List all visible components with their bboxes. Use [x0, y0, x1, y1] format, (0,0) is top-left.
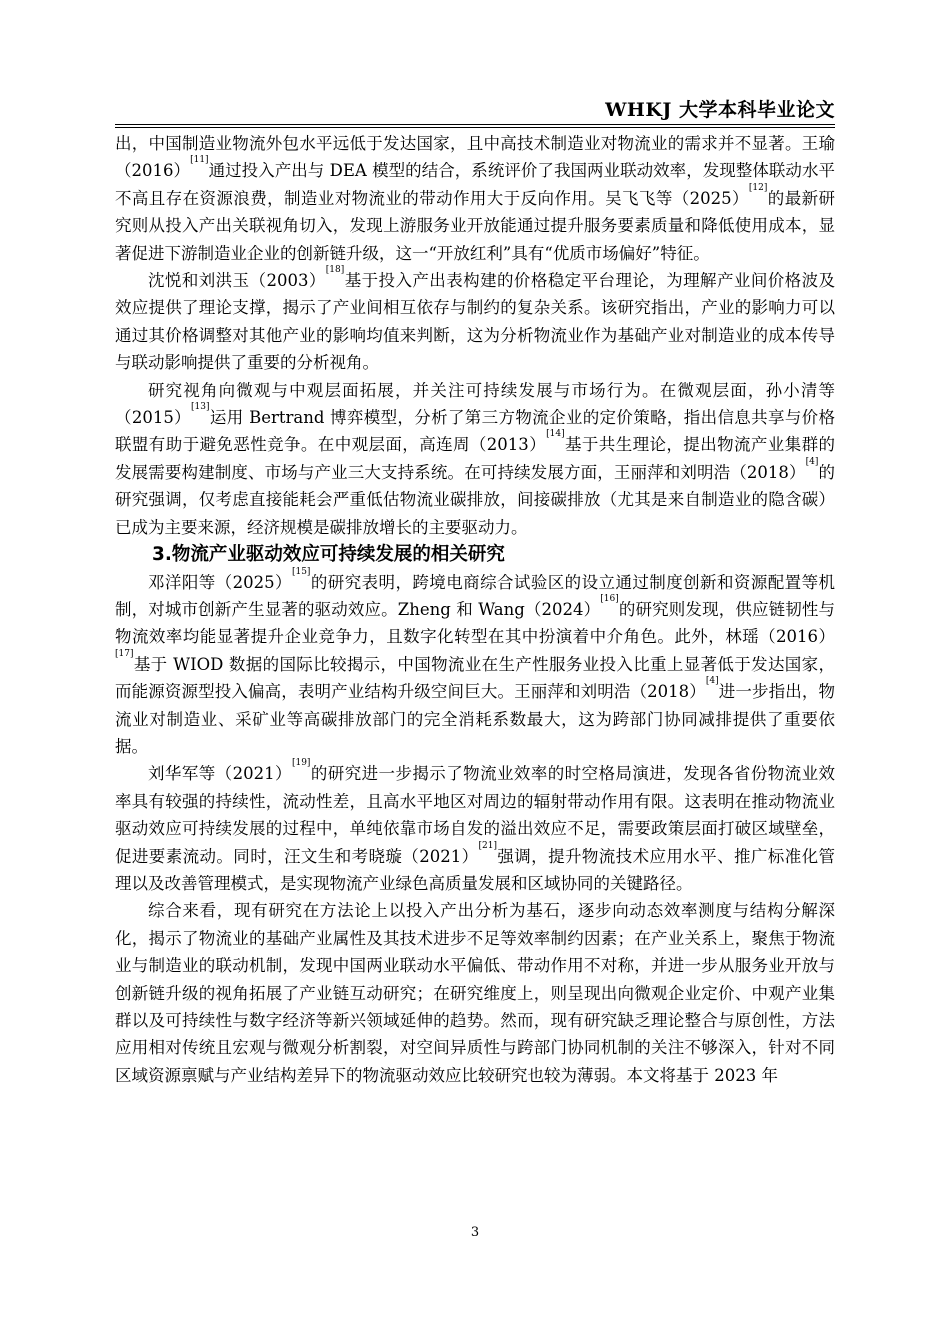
text-run: 基于 WIOD 数据的国际比较揭示，中国物流业在生产性服务业投入比重上显著低于发达国家，而能源资源型投入偏高，表明产业结构升级空间巨大。王丽萍和刘明浩（2018） — [115, 654, 835, 702]
text-run: 通过投入产出与 DEA 模型的结合，系统评价了我国两业联动效率，发现整体联动水平不高且存在资源浪费，制造业对物流业的带动作用大于反向作用。吴飞飞等（2025） — [115, 161, 835, 208]
text-run: 进一步指出，物流业对制造业、采矿业等高碳排放部门的完全消耗系数最大，这为跨部门协同减排提供了重要依据。 — [115, 682, 836, 756]
text-run: 3.物流产业驱动效应可持续发展的相关研究 — [152, 544, 505, 566]
header-rule — [115, 124, 835, 125]
paragraph — [115, 267, 835, 377]
text-run: 强调，提升物流技术应用水平、推广标准化管理以及改善管理模式，是实现物流产业绿色高质量发展和区域协同的关键路径。 — [115, 846, 835, 893]
header-rule-thin — [115, 127, 835, 128]
citation-ref[interactable]: [17] — [115, 648, 134, 659]
citation-ref[interactable]: [16] — [600, 593, 619, 604]
citation-ref[interactable]: [21] — [478, 840, 497, 851]
text-run: 综合来看，现有研究在方法论上以投入产出分析为基石，逐步向动态效率测度与结构分解深化，揭示了物流业的基础产业属性及其技术进步不足等效率制约因素；在产业关系上，聚焦于物流业与制造业的联动机制，发现中国两业联动水平偏低、带动作用不对称，并进一步从服务业开放与创新链升级的视角拓展了产业链互动研究；在研究维度上，则呈现出向微观企业定价、中观产业集群以及可持续性与数字经济等新兴领域延伸的趋势。然而，现有研究缺乏理论整合与原创性，方法应用相对传统且宏观与微观分析割裂，对空间异质性与跨部门协同机制的关注不够深入，针对不同区域资源禀赋与产业结构差异下的物流驱动效应比较研究也较为薄弱。本文将基于 2023 年 — [115, 901, 835, 1085]
citation-ref[interactable]: [4] — [805, 456, 819, 467]
text-run: 邓洋阳等（2025） — [148, 572, 292, 592]
citation-ref[interactable]: [12] — [748, 182, 768, 193]
text-run: 刘华军等（2021） — [148, 764, 292, 784]
text-run: 的研究强调，仅考虑直接能耗会严重低估物流业碳排放，间接碳排放（尤其是来自制造业的隐含碳）已成为主要来源，经济规模是碳排放增长的主要驱动力。 — [115, 462, 836, 537]
citation-ref[interactable]: [11] — [190, 155, 209, 166]
paragraph — [115, 377, 835, 541]
text-run: 的最新研究则从投入产出关联视角切入，发现上游服务业开放能通过提升服务要素质量和降低使用成本，显著促进下游制造业企业的创新链升级，这一“开放红利”具有“优质市场偏好”特征。 — [115, 188, 835, 263]
text-run: 基于共生理论，提出物流产业集群的发展需要构建制度、市场与产业三大支持系统。在可持续发展方面，王丽萍和刘明浩（2018） — [115, 435, 835, 482]
text-run: 的研究则发现，供应链韧性与物流效率均能显著提升企业竞争力，且数字化转型在其中扮演着中介角色。此外，林瑶（2016） — [115, 599, 836, 647]
citation-ref[interactable]: [13] — [191, 402, 210, 413]
text-run: 基于投入产出表构建的价格稳定平台理论，为理解产业间价格波及效应提供了理论支撑，揭示了产业间相互依存与制约的复杂关系。该研究指出，产业的影响力可以通过其价格调整对其他产业的影响均值来判断，这为分析物流业作为基础产业对制造业的成本传导与联动影响提供了重要的分析视角。 — [115, 271, 836, 373]
text-run: 研究视角向微观与中观层面拓展，并关注可持续发展与市场行为。在微观层面，孙小清等（2015） — [115, 380, 835, 428]
page-number: 3 — [470, 1225, 480, 1240]
paragraph — [115, 897, 835, 1089]
text-run: 运用 Bertrand 博弈模型，分析了第三方物流企业的定价策略，指出信息共享与价格联盟有助于避免恶性竞争。在中观层面，高连周（2013） — [115, 408, 836, 455]
text-run: 的研究进一步揭示了物流业效率的时空格局演进，发现各省份物流业效率具有较强的持续性，流动性差，且高水平地区对周边的辐射带动作用有限。这表明在推动物流业驱动效应可持续发展的过程中，单纯依靠市场自发的溢出效应不足，需要政策层面打破区域壁垒，促进要素流动。同时，汪文生和考晓璇（2021） — [115, 764, 836, 866]
citation-ref[interactable]: [19] — [291, 758, 311, 769]
text-run: 出，中国制造业物流外包水平远低于发达国家，且中高技术制造业对物流业的需求并不显著。王瑜（2016） — [115, 134, 835, 181]
body-text — [115, 130, 835, 1089]
paragraph-continued — [115, 130, 835, 267]
section-heading — [115, 541, 835, 568]
running-header: WHKJ 大学本科毕业论文 — [605, 99, 835, 121]
citation-ref[interactable]: [14] — [546, 429, 565, 440]
citation-ref[interactable]: [4] — [705, 676, 719, 687]
paragraph — [115, 566, 836, 761]
text-run: 的研究表明，跨境电商综合试验区的设立通过制度创新和资源配置等机制，对城市创新产生显著的驱动效应。Zheng 和 Wang（2024） — [115, 572, 836, 619]
paragraph — [115, 760, 835, 897]
citation-ref[interactable]: [18] — [325, 265, 345, 276]
text-run: 沈悦和刘洪玉（2003） — [148, 271, 326, 291]
citation-ref[interactable]: [15] — [291, 566, 311, 577]
